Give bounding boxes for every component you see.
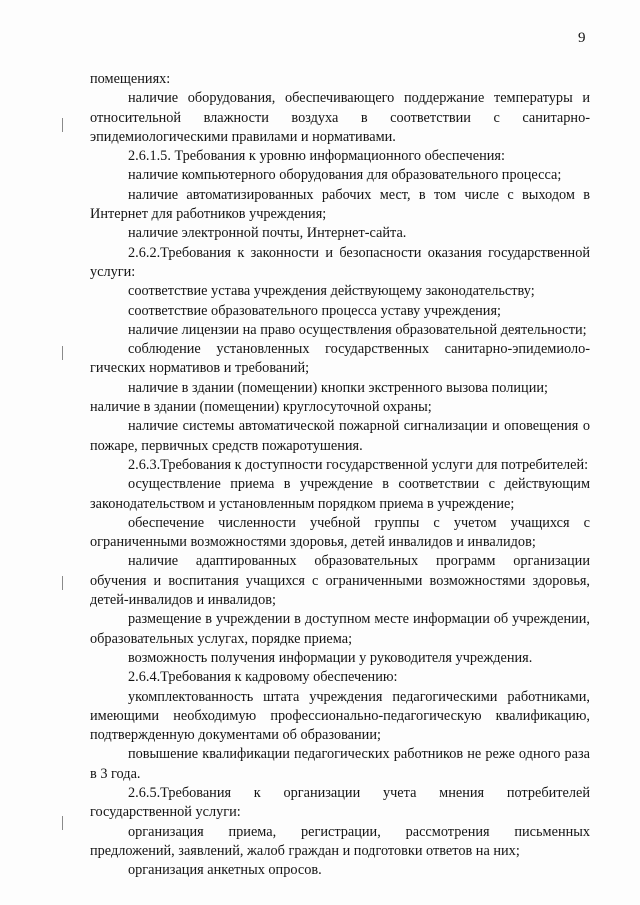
scan-edge-mark: [62, 816, 63, 830]
paragraph: организация приема, регистрации, рассмотрения письменных предложений, заявлений, жалоб граждан и подготовки ответов на них;: [90, 823, 590, 859]
scan-edge-mark: [62, 118, 63, 132]
paragraph: возможность получения информации у руководителя учреждения.: [128, 649, 533, 666]
paragraph: наличие оборудования, обеспечивающего поддержание температуры и относительной влажности воздуха в соответствии с санитарно-эпидемиологическими правилами и нормативами.: [90, 90, 590, 145]
paragraph: обеспечение численности учебной группы с учетом учащихся с ограниченными возможностями здоровья, детей инвалидов и инвалидов;: [90, 514, 590, 551]
paragraph: наличие в здании (помещении) кнопки экстренного вызова полиции;: [128, 379, 548, 396]
paragraph: организация анкетных опросов.: [128, 862, 322, 879]
paragraph: соблюдение установленных государственных санитарно-эпидемиоло-гических нормативов и требований;: [90, 341, 590, 377]
scan-edge-mark: [62, 576, 63, 590]
paragraph: осуществление приема в учреждение в соответствии с действующим законодательством и установленным порядком приема в учреждение;: [90, 476, 590, 512]
paragraph: повышение квалификации педагогических работников не реже одного раза в 3 года.: [90, 746, 590, 782]
paragraph: наличие автоматизированных рабочих мест, в том числе с выходом в Интернет для работников учреждения;: [90, 186, 590, 223]
paragraph: укомплектованность штата учреждения педагогическими работниками, имеющими необходимую профессионально-педагогическую квалификацию, подтвержденную документами об образовании;: [90, 688, 590, 744]
paragraph: размещение в учреждении в доступном месте информации об учреждении, образовательных услугах, порядке приема;: [90, 611, 590, 647]
paragraph: соответствие образовательного процесса уставу учреждения;: [128, 302, 502, 319]
paragraph: соответствие устава учреждения действующему законодательству;: [128, 283, 535, 300]
paragraph: наличие электронной почты, Интернет-сайта.: [128, 225, 407, 242]
paragraph: 2.6.5.Требования к организации учета мнения потребителей государственной услуги:: [90, 784, 590, 821]
paragraph: наличие компьютерного оборудования для образовательного процесса;: [128, 167, 562, 184]
page-number: 9: [578, 30, 586, 46]
paragraph: 2.6.3.Требования к доступности государственной услуги для потребителей:: [128, 456, 589, 473]
paragraph: наличие системы автоматической пожарной сигнализации и оповещения о пожаре, первичных средств пожаротушения.: [90, 418, 590, 454]
paragraph: 2.6.2.Требования к законности и безопасности оказания государственной услуги:: [90, 244, 590, 280]
paragraph: 2.6.1.5. Требования к уровню информационного обеспечения:: [128, 148, 505, 165]
scan-edge-mark: [62, 346, 63, 360]
paragraph: помещениях:: [90, 71, 171, 87]
paragraph: наличие лицензии на право осуществления образовательной деятельности;: [128, 321, 587, 338]
paragraph: наличие адаптированных образовательных программ организации обучения и воспитания учащихся с ограниченными возможностями здоровья, детей-инвалидов и инвалидов;: [90, 553, 590, 609]
paragraph: 2.6.4.Требования к кадровому обеспечению:: [128, 669, 398, 686]
paragraph: наличие в здании (помещении) круглосуточной охраны;: [90, 399, 432, 416]
document-body: [90, 70, 590, 880]
